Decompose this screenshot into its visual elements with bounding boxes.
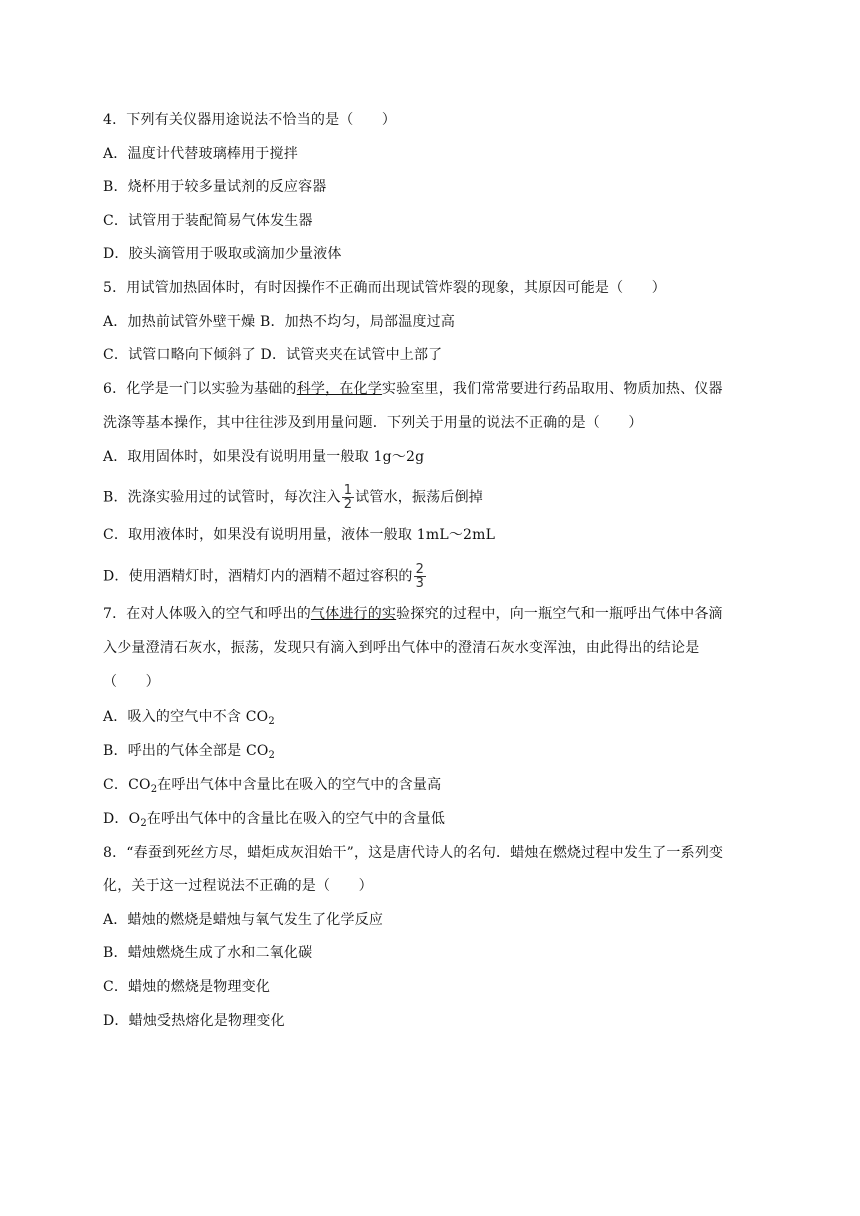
- question-7-option-a: [103, 707, 275, 727]
- question-7-stem-line-3: （ ）: [103, 674, 160, 690]
- question-8-stem-line-2: 化，关于这一过程说法不正确的是（ ）: [103, 878, 373, 894]
- question-7-stem-line-1: [103, 604, 723, 624]
- question-6-option-a: A．取用固体时，如果没有说明用量一般取 1g～2g: [103, 449, 425, 465]
- question-7-option-c-text: C．CO: [103, 777, 151, 793]
- question-6-option-b: [103, 484, 483, 511]
- question-8-option-c: C．蜡烛的燃烧是物理变化: [103, 979, 271, 995]
- question-5-options-ab: A．加热前试管外壁干燥 B．加热不均匀，局部温度过高: [103, 314, 456, 330]
- subscript: 2: [140, 818, 147, 829]
- question-6-stem-underlined: 科学，在化学: [296, 381, 382, 397]
- question-4-option-c: C．试管用于装配简易气体发生器: [103, 213, 313, 229]
- question-6-option-c: C．取用液体时，如果没有说明用量，液体一般取 1mL～2mL: [103, 527, 496, 543]
- question-7-stem-line-2: 入少量澄清石灰水，振荡，发现只有滴入到呼出气体中的澄清石灰水变浑浊，由此得出的结论是: [103, 640, 700, 656]
- question-4-option-d: D．胶头滴管用于吸取或滴加少量液体: [103, 246, 342, 262]
- fraction-numerator: 2: [415, 562, 425, 577]
- question-4-option-a: A．温度计代替玻璃棒用于搅拌: [103, 146, 298, 162]
- question-6-stem-text-b: 实验室里，我们常常要进行药品取用、物质加热、仪器: [381, 381, 723, 397]
- question-6-option-d: [103, 563, 427, 590]
- question-7-option-b-text: B．呼出的气体全部是 CO: [103, 743, 269, 759]
- question-6-option-b-text: B．洗涤实验用过的试管时，每次注入: [103, 489, 341, 506]
- question-6-stem-line-1: [103, 379, 723, 399]
- question-5-stem: 5．用试管加热固体时，有时因操作不正确而出现试管炸裂的现象，其原因可能是（ ）: [103, 280, 666, 296]
- fraction-two-thirds: [414, 563, 426, 590]
- subscript: 2: [268, 750, 276, 761]
- question-7-option-d-text: D．O: [103, 811, 141, 827]
- question-7-stem-text-a: 7．在对人体吸入的空气和呼出的: [103, 606, 311, 622]
- question-7-stem-underlined: 气体进行的实: [310, 606, 397, 622]
- question-5-options-cd: C．试管口略向下倾斜了 D．试管夹夹在试管中上部了: [103, 347, 443, 363]
- question-6-stem-line-2: 洗涤等基本操作，其中往往涉及到用量问题．下列关于用量的说法不正确的是（ ）: [103, 415, 643, 431]
- question-8-stem-line-1: 8．“春蚕到死丝方尽，蜡炬成灰泪始干”，这是唐代诗人的名句．蜡烛在燃烧过程中发生了一系列变: [103, 845, 724, 861]
- question-4-stem: 4．下列有关仪器用途说法不恰当的是（ ）: [103, 112, 397, 128]
- fraction-one-half: [342, 484, 354, 511]
- question-8-option-d: D．蜡烛受热熔化是物理变化: [103, 1013, 285, 1029]
- question-6-option-b-text-end: 试管水，振荡后倒掉: [355, 489, 483, 506]
- subscript: 2: [268, 716, 275, 727]
- question-8-option-b: B．蜡烛燃烧生成了水和二氧化碳: [103, 945, 313, 961]
- question-7-option-a-text: A．吸入的空气中不含 CO: [103, 709, 269, 725]
- question-7-option-d-text-end: 在呼出气体中的含量比在吸入的空气中的含量低: [146, 811, 446, 827]
- question-7-stem-text-b: 验探究的过程中，向一瓶空气和一瓶呼出气体中各滴: [396, 606, 723, 622]
- question-7-option-c: [103, 775, 441, 795]
- fraction-numerator: 1: [343, 483, 353, 498]
- question-4-option-b: B．烧杯用于较多量试剂的反应容器: [103, 179, 327, 195]
- fraction-denominator: 3: [415, 576, 425, 591]
- question-7-option-d: [103, 809, 445, 829]
- fraction-denominator: 2: [343, 497, 353, 512]
- question-7-option-b: [103, 741, 275, 761]
- question-7-option-c-text-end: 在呼出气体中含量比在吸入的空气中的含量高: [157, 777, 442, 793]
- question-6-option-d-text: D．使用酒精灯时，酒精灯内的酒精不超过容积的: [103, 568, 413, 585]
- subscript: 2: [150, 784, 158, 795]
- question-8-option-a: A．蜡烛的燃烧是蜡烛与氧气发生了化学反应: [103, 912, 384, 928]
- question-6-stem-text-a: 6．化学是一门以实验为基础的: [103, 381, 297, 397]
